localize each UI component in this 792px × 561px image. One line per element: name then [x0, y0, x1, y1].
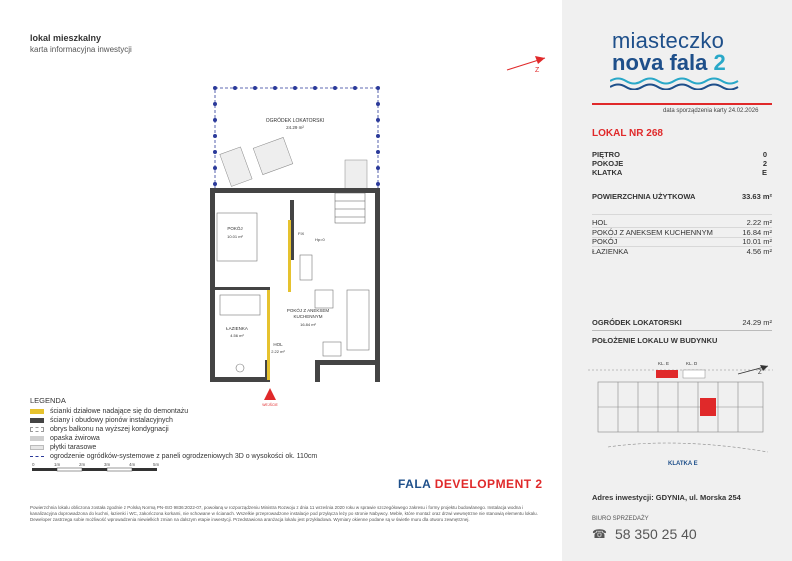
scale-bar	[30, 462, 180, 474]
svg-text:Z: Z	[758, 370, 762, 376]
svg-text:Z: Z	[535, 67, 540, 74]
accent-divider	[592, 103, 772, 105]
scale-tick: 4m	[129, 462, 136, 467]
unit-marker	[700, 398, 716, 416]
room2-label: POKÓJ Z ANEKSEM	[286, 308, 330, 313]
scale-tick: 3m	[104, 462, 111, 467]
entry-label: WEJŚCIE	[262, 403, 278, 407]
building-location-map	[588, 352, 778, 472]
bath-label: ŁAZIENKA	[226, 326, 248, 331]
developer-logo: FALA DEVELOPMENT 2	[398, 477, 543, 491]
date-label: data sporządzenia karty 24.02.2026	[663, 108, 759, 114]
legend-item: płytki tarasowe	[30, 444, 96, 451]
north-arrow-icon	[505, 52, 553, 74]
room-row: ŁAZIENKA 4.56 m²	[592, 247, 772, 256]
garden-label: OGRÓDEK LOKATORSKI	[265, 118, 325, 124]
garden-area: 24.29 m²	[286, 125, 304, 130]
legend-swatch	[30, 409, 44, 414]
floor-row: PIĘTRO 0	[592, 150, 767, 159]
brand-line1: miasteczko	[612, 28, 725, 53]
room2-area: 16.84 m²	[300, 322, 316, 327]
legend-item: opaska żwirowa	[30, 435, 100, 442]
fence-swatch-icon	[30, 456, 44, 457]
address: Adres inwestycji: GDYNIA, ul. Morska 254	[592, 493, 741, 502]
phone-number[interactable]: 58 350 25 40	[614, 526, 697, 542]
scale-tick: 1m	[54, 462, 61, 467]
floor-plan	[195, 80, 395, 410]
usable-area-row: POWIERZCHNIA UŻYTKOWA 33.63 m²	[592, 192, 772, 201]
location-title: POŁOŻENIE LOKALU W BUDYNKU	[592, 336, 718, 345]
legend-item: obrys balkonu na wyższej kondygnacji	[30, 426, 169, 433]
unit-title: LOKAL NR 268	[592, 128, 663, 139]
scale-tick: 2m	[79, 462, 86, 467]
legend-swatch	[30, 418, 44, 423]
room2-label-2: KUCHENNYM	[293, 314, 323, 319]
legend-item: ścianki działowe nadające się do demontażu	[30, 408, 188, 415]
room-row: HOL 2.22 m²	[592, 218, 772, 227]
legend-item: ściany i obudowy pionów instalacyjnych	[30, 417, 173, 424]
klatka-label: KLATKA E	[668, 461, 698, 467]
hall-area: 2.22 m²	[271, 349, 285, 354]
staircase-d-tag: KL. D	[686, 361, 698, 366]
room-row: POKÓJ Z ANEKSEM KUCHENNYM 16.84 m²	[592, 228, 772, 237]
legend-swatch	[30, 445, 44, 450]
removable-partitions	[267, 220, 291, 380]
room1-label: POKÓJ	[227, 226, 243, 231]
brand-line2: nova fala 2	[612, 50, 726, 75]
room-row: POKÓJ 10.01 m²	[592, 237, 772, 246]
document-subtitle: karta informacyjna inwestycji	[30, 45, 132, 54]
wave-logo-icon	[610, 76, 750, 90]
legend-item: ogrodzenie ogródków-systemowe z paneli ogrodzeniowych 3D o wysokości ok. 110cm	[30, 453, 317, 460]
phone-row[interactable]	[592, 526, 697, 542]
bath-area: 4.56 m²	[230, 333, 244, 338]
sales-office-label: BIURO SPRZEDAŻY	[592, 516, 649, 522]
garden-row: OGRÓDEK LOKATORSKI 24.29 m²	[592, 318, 772, 327]
legend-swatch	[30, 427, 44, 432]
rooms-row: POKOJE 2	[592, 159, 767, 168]
scale-tick: 0	[32, 462, 35, 467]
legend-swatch	[30, 436, 44, 441]
staircase-e-tag: KL. E	[658, 361, 670, 366]
legend-title: LEGENDA	[30, 396, 66, 405]
fix-label: FIX	[298, 231, 305, 236]
hall-label: HOL	[273, 342, 283, 347]
staircase-row: KLATKA E	[592, 168, 767, 177]
scale-tick: 5m	[153, 462, 160, 467]
document-title: lokal mieszkalny	[30, 33, 102, 43]
hp-label: Hp=0	[315, 237, 325, 242]
room1-area: 10.01 m²	[227, 234, 243, 239]
footnote: Powierzchnia lokalu obliczona została zgodnie z Polską Normą PN-ISO 9836:2022-07, powołaną w rozporządzeniu Ministra Rozwoju z dnia 11 września 2020 roku w sprawie szczegółowego zakresu i formy projektu budowlanego. Instalacja wodna i kanalizacyjna doprowadzona do kuchni, łazienki i WC, zakończona korkami, nie schowane w ścianach. Wszelkie przeprowadzone instalacje pod przyłącza leży po stronie Nabywcy. Meble, które montaż oraz drzwi wewnętrzne nie stanowią elementu lokalu. Deweloper zastrzega sobie możliwość wprowadzenia niewielkich zmian na dalszym etapie inwestycji. Przedstawiona aranżacja lokalu jest przykładowa. Wymiary okienne podane są w świetle muru dla otworu zewnętrznej.	[30, 505, 538, 522]
terrace-tiles	[220, 137, 367, 190]
phone-icon: ☎	[592, 527, 607, 541]
